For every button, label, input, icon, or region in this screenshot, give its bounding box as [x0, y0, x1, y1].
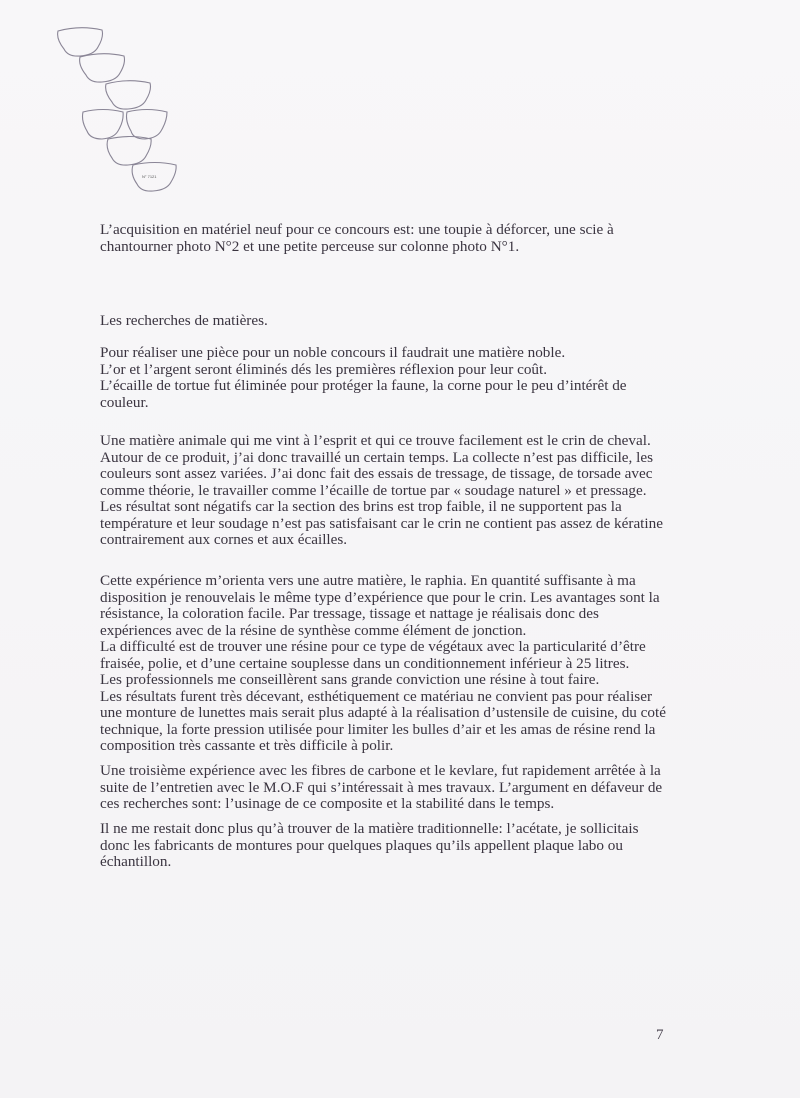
lens-shape-2	[80, 54, 125, 82]
text-line: L’acquisition en matériel neuf pour ce concours est: une toupie à déforcer, une scie à	[100, 221, 614, 238]
text-line: L’écaille de tortue fut éliminée pour protéger la faune, la corne pour le peu d’intérêt de	[100, 377, 627, 394]
text-line: Pour réaliser une pièce pour un noble concours il faudrait une matière noble.	[100, 344, 566, 361]
text-line: Les résultat sont négatifs car la section des brins est trop faible, il ne supportent pas la	[100, 498, 622, 515]
paragraph-raffia	[100, 573, 700, 755]
text-line: couleur.	[100, 393, 149, 411]
text-line: comme théorie, le travailler comme l’écaille de tortue par « soudage naturel » et pressage.	[100, 481, 647, 499]
lens-shape-1	[58, 28, 103, 56]
text-line: résistance, la coloration facile. Par tressage, tissage et nattage je réalisais donc des	[100, 605, 599, 622]
page-number: 7	[656, 1027, 664, 1043]
text-line: température et leur soudage n’est pas satisfaisant car le crin ne contient pas assez de kératine	[100, 514, 663, 532]
text-line: La difficulté est de trouver une résine pour ce type de végétaux avec la particularité d’être	[100, 638, 646, 655]
paragraph-carbon-fiber	[100, 763, 700, 813]
text-line: disposition je renouvelais le même type d’expérience que pour le crin. Les avantages sont la	[100, 588, 660, 606]
paragraph-acetate	[100, 821, 700, 871]
text-line: expériences avec de la résine de synthèse comme élément de jonction.	[100, 621, 527, 639]
lens-outlines-icon	[50, 25, 190, 195]
text-line: donc les fabricants de montures pour quelques plaques qu’ils appellent plaque labo ou	[100, 836, 623, 854]
paragraph-horsehair	[100, 433, 700, 549]
lens-shape-4	[83, 110, 124, 140]
text-line: fraisée, polie, et d’une certaine souplesse dans un conditionnement inférieur à 25 litres.	[100, 654, 630, 672]
lens-shape-3	[106, 81, 151, 109]
text-line: Une troisième expérience avec les fibres de carbone et le kevlare, fut rapidement arrêtée à la	[100, 762, 661, 779]
text-line: composition très cassante et très difficile à polir.	[100, 737, 394, 754]
text-line: L’or et l’argent seront éliminés dés les premières réflexion pour leur coût.	[100, 360, 548, 378]
text-line: Une matière animale qui me vint à l’esprit et qui ce trouve facilement est le crin de cheval.	[100, 432, 651, 449]
text-line: échantillon.	[100, 853, 172, 870]
text-line: contrairement aux cornes et aux écailles.	[100, 531, 348, 548]
logo-number-label: N° 7121	[142, 174, 157, 179]
text-line: Les résultats furent très décevant, esthétiquement ce matériau ne convient pas pour réaliser	[100, 687, 653, 705]
heading-text: Les recherches de matières.	[100, 312, 268, 329]
text-line: Autour de ce produit, j’ai donc travaillé un certain temps. La collecte n’est pas difficile, les	[100, 448, 654, 466]
lens-shapes-logo	[50, 25, 190, 195]
text-line: couleurs sont assez variées. J’ai donc fait des essais de tressage, de tissage, de torsade avec	[100, 465, 653, 482]
paragraph-acquisition	[100, 222, 700, 255]
text-line: une monture de lunettes mais serait plus adapté à la réalisation d’ustensile de cuisine, du coté	[100, 704, 666, 721]
text-line: Cette expérience m’orienta vers une autre matière, le raphia. En quantité suffisante à ma	[100, 572, 636, 589]
text-line: Les professionnels me conseillèrent sans grande conviction une résine à tout faire.	[100, 671, 600, 688]
section-heading	[100, 313, 700, 330]
text-line: Il ne me restait donc plus qu’à trouver de la matière traditionnelle: l’acétate, je sollicitais	[100, 820, 639, 837]
text-line: suite de l’entretien avec le M.O.F qui s’intéressait à mes travaux. L’argument en défaveur de	[100, 778, 663, 796]
lens-shape-6	[107, 137, 151, 166]
text-line: ces recherches sont: l’usinage de ce composite et la stabilité dans le temps.	[100, 795, 555, 812]
text-line: chantourner photo N°2 et une petite perceuse sur colonne photo N°1.	[100, 237, 520, 255]
lens-shape-5	[127, 110, 168, 140]
paragraph-noble-material	[100, 345, 700, 411]
text-line: technique, la forte pression utilisée pour limiter les bulles d’air et les amas de résine rend la	[100, 720, 656, 738]
